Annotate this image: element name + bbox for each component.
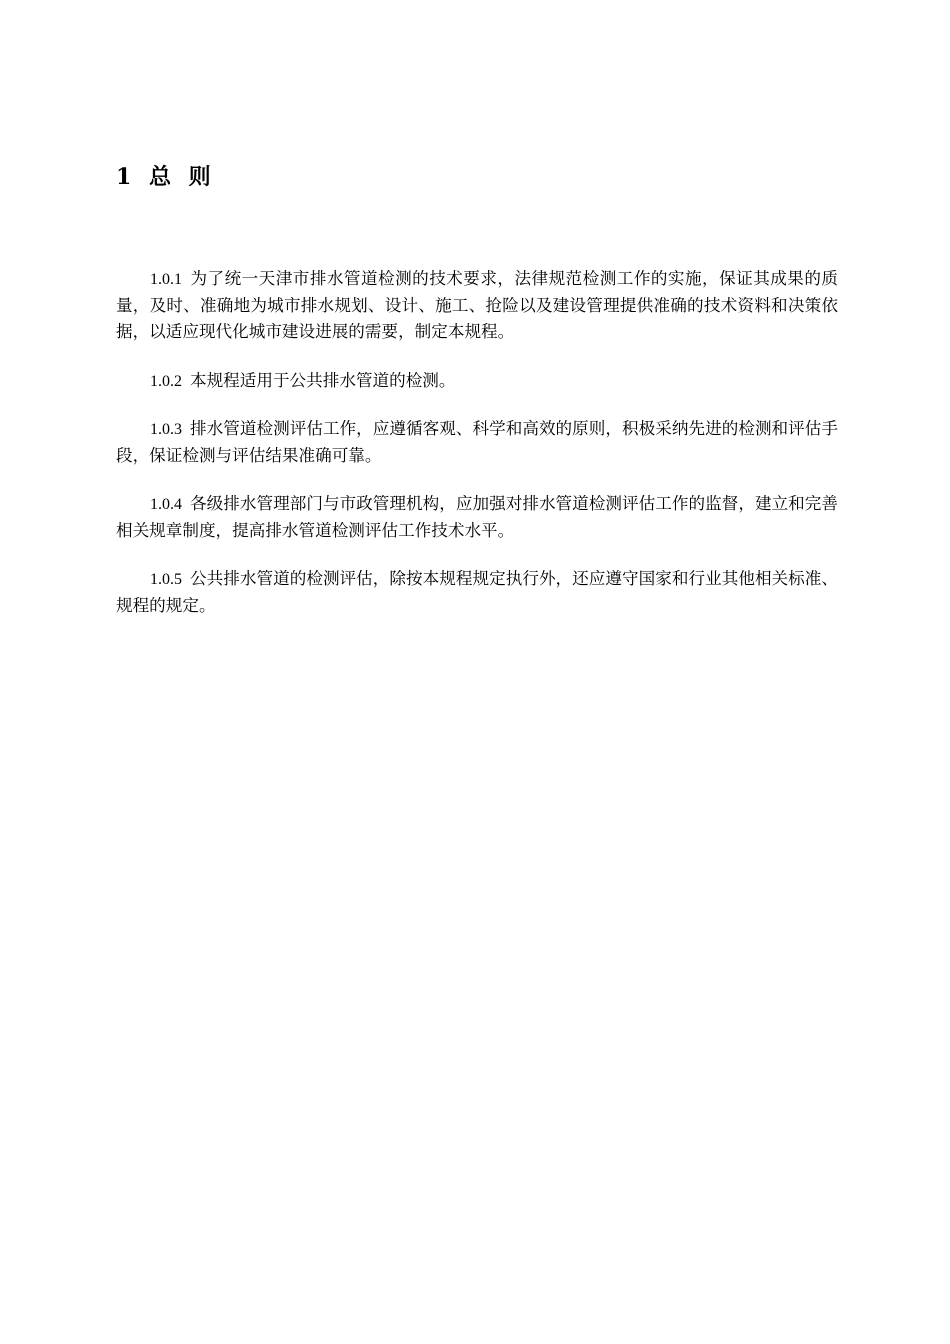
clause-1-0-4 (116, 491, 838, 544)
clause-1-0-1 (116, 266, 838, 345)
chapter-title (116, 160, 216, 191)
clause-text: 公共排水管道的检测评估，除按本规程规定执行外，还应遵守国家和行业其他相关标准、规程的规定。 (116, 569, 838, 615)
clause-text: 各级排水管理部门与市政管理机构，应加强对排水管道检测评估工作的监督，建立和完善相关规章制度，提高排水管道检测评估工作技术水平。 (116, 494, 838, 540)
clause-number: 1.0.3 (150, 421, 182, 438)
clause-1-0-5 (116, 566, 838, 619)
chapter-heading: 总 则 (148, 164, 216, 190)
clause-number: 1.0.5 (150, 571, 182, 588)
clause-text: 排水管道检测评估工作，应遵循客观、科学和高效的原则，积极采纳先进的检测和评估手段，保证检测与评估结果准确可靠。 (116, 419, 838, 465)
clause-text: 本规程适用于公共排水管道的检测。 (190, 371, 456, 390)
chapter-number: 1 (116, 164, 137, 190)
clause-number: 1.0.2 (150, 373, 182, 390)
clause-1-0-3 (116, 416, 838, 469)
clause-number: 1.0.1 (150, 271, 182, 288)
clause-text: 为了统一天津市排水管道检测的技术要求，法律规范检测工作的实施，保证其成果的质量，及时、准确地为城市排水规划、设计、施工、抢险以及建设管理提供准确的技术资料和决策依据，以适应现代化城市建设进展的需要，制定本规程。 (116, 269, 838, 341)
clause-1-0-2 (116, 368, 838, 395)
clause-number: 1.0.4 (150, 496, 182, 513)
